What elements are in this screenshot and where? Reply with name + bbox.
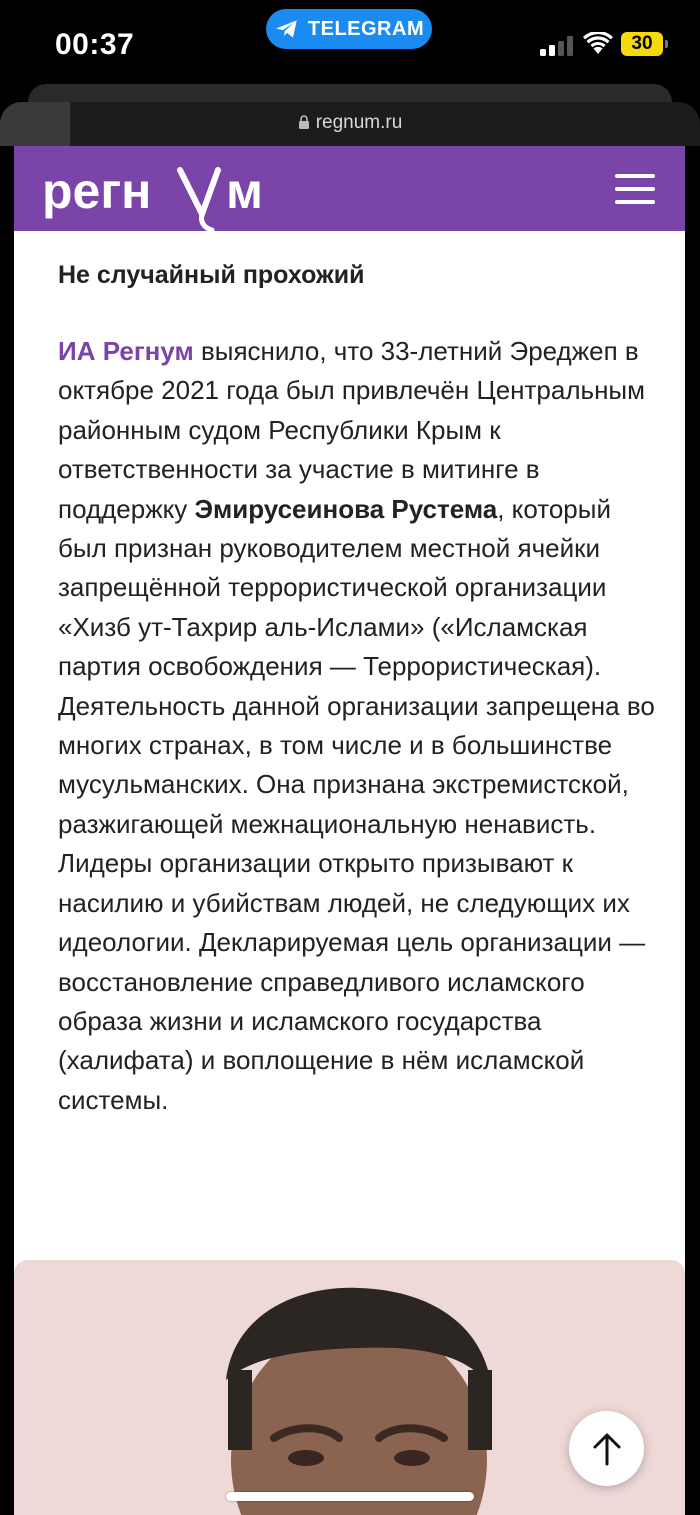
site-header — [14, 146, 685, 231]
telegram-label: TELEGRAM — [307, 17, 425, 40]
site-logo[interactable] — [42, 160, 282, 237]
telegram-return-pill[interactable] — [266, 9, 432, 49]
bold-name: Эмирусеинова Рустема — [194, 493, 498, 524]
url-text: regnum.ru — [315, 112, 403, 133]
telegram-icon — [274, 16, 300, 42]
regnum-logo — [42, 160, 282, 232]
paragraph-text-2: , который был признан руководителем местной ячейки запрещённой террористической организации «Хизб ут-Тахрир аль-Ислами» («Исламская партия освобождения — Террористическая). Деятельность данной организации запрещена во многих странах, в том числе и в большинстве мусульманских. Она признана экстремистской, разжигающей межнациональную ненависть. Лидеры организации открыто призывают к насилию и убийствам людей, не следующих их идеологии. Декларируемая цель организации — восстановление справедливого исламского образа жизни и исламского государства (халифата) и воплощение в нём исламской системы. — [58, 493, 655, 1115]
article-paragraph — [58, 332, 658, 1120]
section-subheading: Не случайный прохожий — [58, 261, 365, 289]
wifi-icon — [583, 32, 613, 56]
battery-indicator: 30 — [621, 32, 663, 56]
regnum-link[interactable]: ИА Регнум — [58, 336, 194, 366]
scroll-to-top-button[interactable] — [569, 1411, 644, 1486]
article-body — [58, 256, 658, 1120]
svg-text:м: м — [226, 163, 263, 219]
clock: 00:37 — [55, 28, 135, 61]
svg-text:регн: регн — [42, 163, 152, 219]
signal-icon — [540, 36, 574, 56]
home-indicator[interactable] — [226, 1492, 474, 1501]
status-bar — [0, 0, 700, 90]
hamburger-menu-icon[interactable] — [615, 174, 655, 204]
arrow-up-icon — [592, 1432, 622, 1466]
lock-icon — [298, 115, 310, 129]
web-page — [14, 146, 685, 1515]
paragraph-text-1: выяснило, что 33-летний Эреджеп в октябре 2021 года был привлечён Центральным районным судом Республики Крым к ответственности за участие в митинге в поддержку — [58, 336, 645, 524]
url-field[interactable] — [0, 112, 700, 134]
